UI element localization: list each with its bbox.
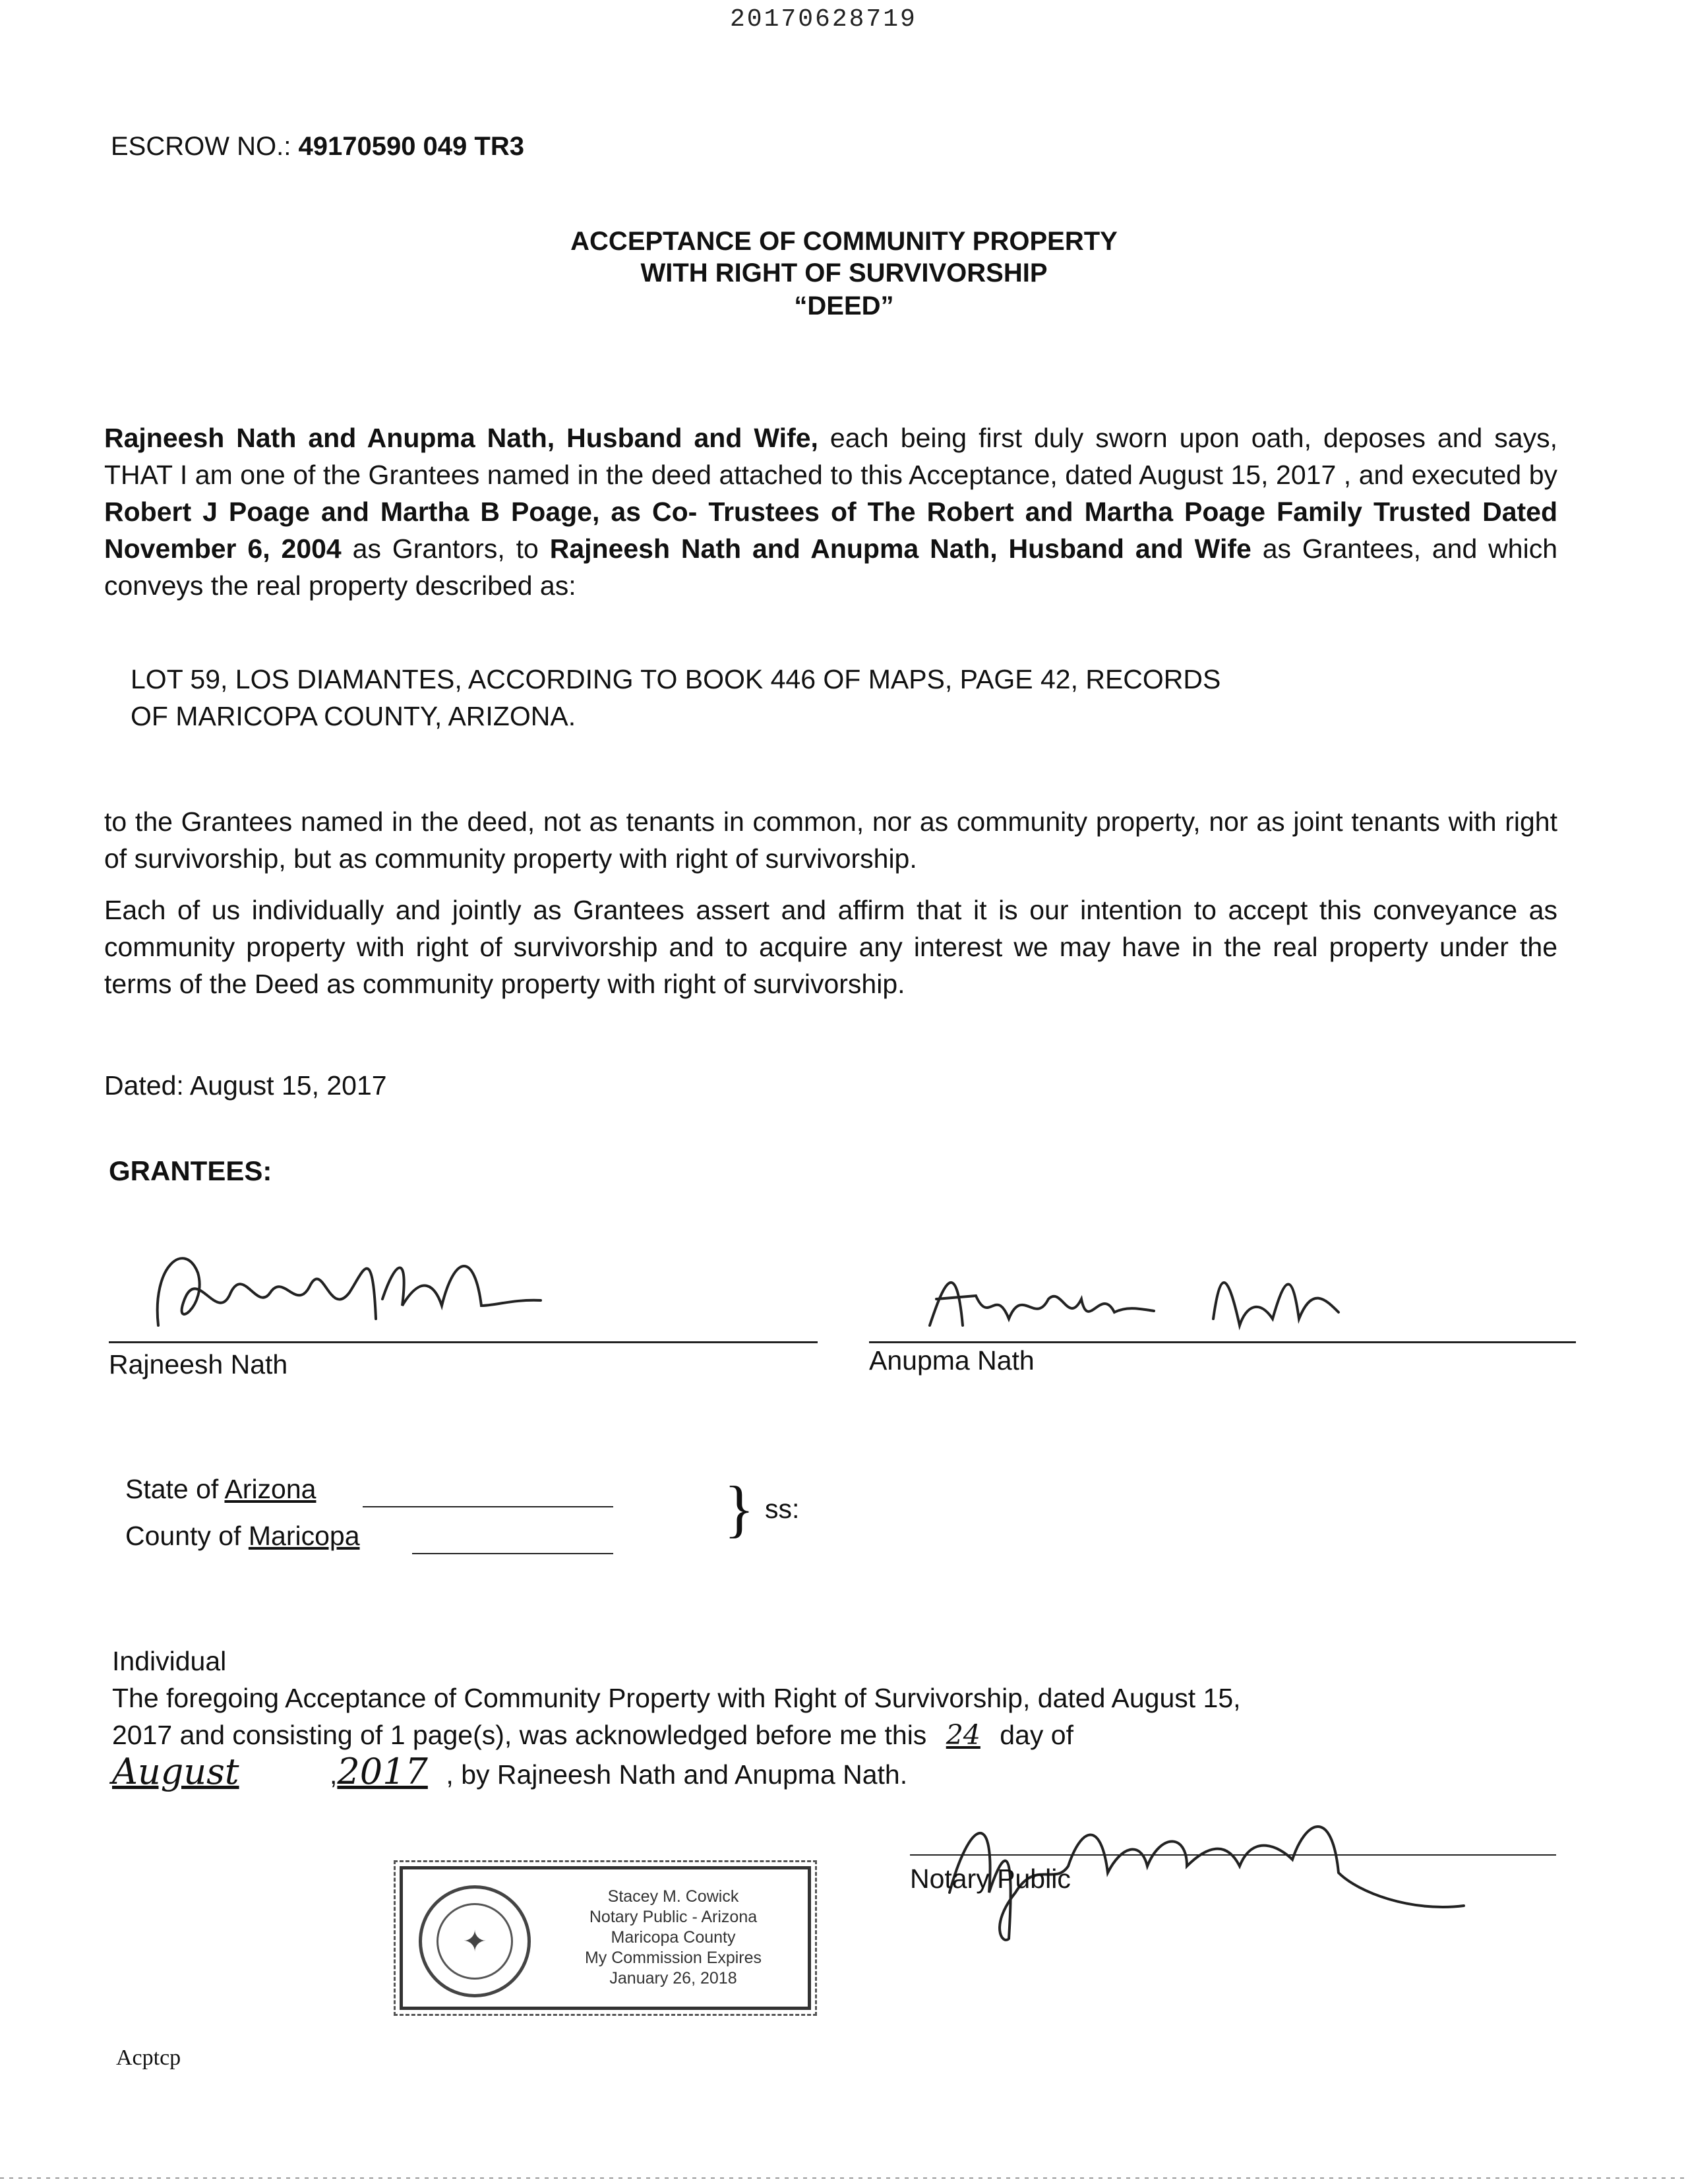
ack-text-2b: day of: [992, 1720, 1073, 1750]
county-value: Maricopa: [248, 1521, 360, 1551]
intro-grantees-2: Rajneesh Nath and Anupma Nath, Husband and Wife: [549, 533, 1251, 564]
rajneesh-signature-line: [109, 1341, 818, 1343]
notary-label: Notary Public: [910, 1864, 1071, 1894]
ack-heading: Individual: [112, 1646, 227, 1676]
county-fill-line: [412, 1553, 613, 1554]
survivorship-paragraph: to the Grantees named in the deed, not as tenants in common, nor as community property, nor as joint tenants with right of survivorship, but as community property with right of survivorship.: [104, 806, 1557, 874]
intro-paragraph: [104, 419, 1557, 604]
ack-line-1: The foregoing Acceptance of Community Property with Right of Survivorship, dated August 15,: [112, 1683, 1241, 1713]
stamp-text: [541, 1887, 805, 1989]
stamp-commission: My Commission Expires: [584, 1949, 762, 1967]
ack-line-3: August ,2017 , by Rajneesh Nath and Anupma Nath.: [112, 1751, 908, 1792]
county-label: County of: [125, 1521, 249, 1551]
stamp-name: Stacey M. Cowick: [607, 1887, 739, 1906]
escrow-number: [111, 132, 524, 162]
rajneesh-name: Rajneesh Nath: [109, 1349, 288, 1380]
rajneesh-signature: [145, 1227, 554, 1345]
scan-edge: [0, 2177, 1688, 2179]
notary-signature-line: [910, 1854, 1556, 1856]
anupma-signature-line: [869, 1341, 1576, 1343]
title-line-3: “DEED”: [794, 291, 894, 320]
state-seal-icon: ✦: [419, 1885, 531, 1997]
state-fill-line: [363, 1506, 613, 1507]
intro-text-3: as Grantees, and which conveys the real property described as:: [104, 533, 1557, 601]
footer-code: Acptcp: [116, 2046, 181, 2070]
ack-text-2a: 2017 and consisting of 1 page(s), was acknowledged before me this: [112, 1720, 927, 1750]
venue-brace: }: [724, 1473, 755, 1544]
ack-text-3: , by Rajneesh Nath and Anupma Nath.: [446, 1759, 908, 1790]
intro-grantors: Robert J Poage and Martha B Poage, as Co- Trustees of The Robert and Martha Poage Family Trusted Dated November 6, 2004: [104, 497, 1557, 564]
title-line-2: WITH RIGHT OF SURVIVORSHIP: [640, 258, 1048, 288]
grantees-heading: GRANTEES:: [109, 1155, 272, 1186]
state-value: Arizona: [224, 1474, 316, 1504]
title-line-1: ACCEPTANCE OF COMMUNITY PROPERTY: [570, 227, 1118, 256]
legal-line-1: LOT 59, LOS DIAMANTES, ACCORDING TO BOOK 446 OF MAPS, PAGE 42, RECORDS: [131, 664, 1221, 694]
ss-label: ss:: [765, 1494, 800, 1524]
ack-line-2: [112, 1716, 1576, 1754]
county-line: [125, 1521, 360, 1552]
ack-year: 2017: [337, 1751, 428, 1792]
legal-description: [131, 661, 1515, 735]
stamp-expires: January 26, 2018: [609, 1969, 737, 1987]
legal-line-2: OF MARICOPA COUNTY, ARIZONA.: [131, 701, 576, 731]
escrow-label: ESCROW NO.:: [111, 132, 291, 161]
notary-stamp: [400, 1866, 811, 2010]
state-line: [125, 1474, 316, 1505]
intention-paragraph: Each of us individually and jointly as Grantees assert and affirm that it is our intention to accept this conveyance as community property with right of survivorship and to acquire any interest we may have in the real property under the terms of the Deed as community property with right of survivorship.: [104, 895, 1557, 999]
stamp-county: Maricopa County: [611, 1928, 736, 1947]
ack-day: 24: [946, 1719, 980, 1751]
intro-text-2: as Grantors, to: [341, 533, 550, 564]
intro-grantees: Rajneesh Nath and Anupma Nath, Husband and Wife,: [104, 423, 818, 453]
stamp-title: Notary Public - Arizona: [589, 1908, 758, 1926]
dated-line: Dated: August 15, 2017: [104, 1070, 387, 1101]
intro-text-1: each being first duly sworn upon oath, deposes and says, THAT I am one of the Grantees named in the deed attached to this Acceptance, dated August 15, 2017 , and executed by: [104, 423, 1557, 490]
recording-number: 20170628719: [730, 5, 917, 34]
ack-month: August: [112, 1751, 239, 1792]
escrow-value: 49170590 049 TR3: [298, 132, 524, 161]
anupma-name: Anupma Nath: [869, 1345, 1035, 1376]
anupma-signature: [917, 1246, 1378, 1339]
state-label: State of: [125, 1474, 225, 1504]
